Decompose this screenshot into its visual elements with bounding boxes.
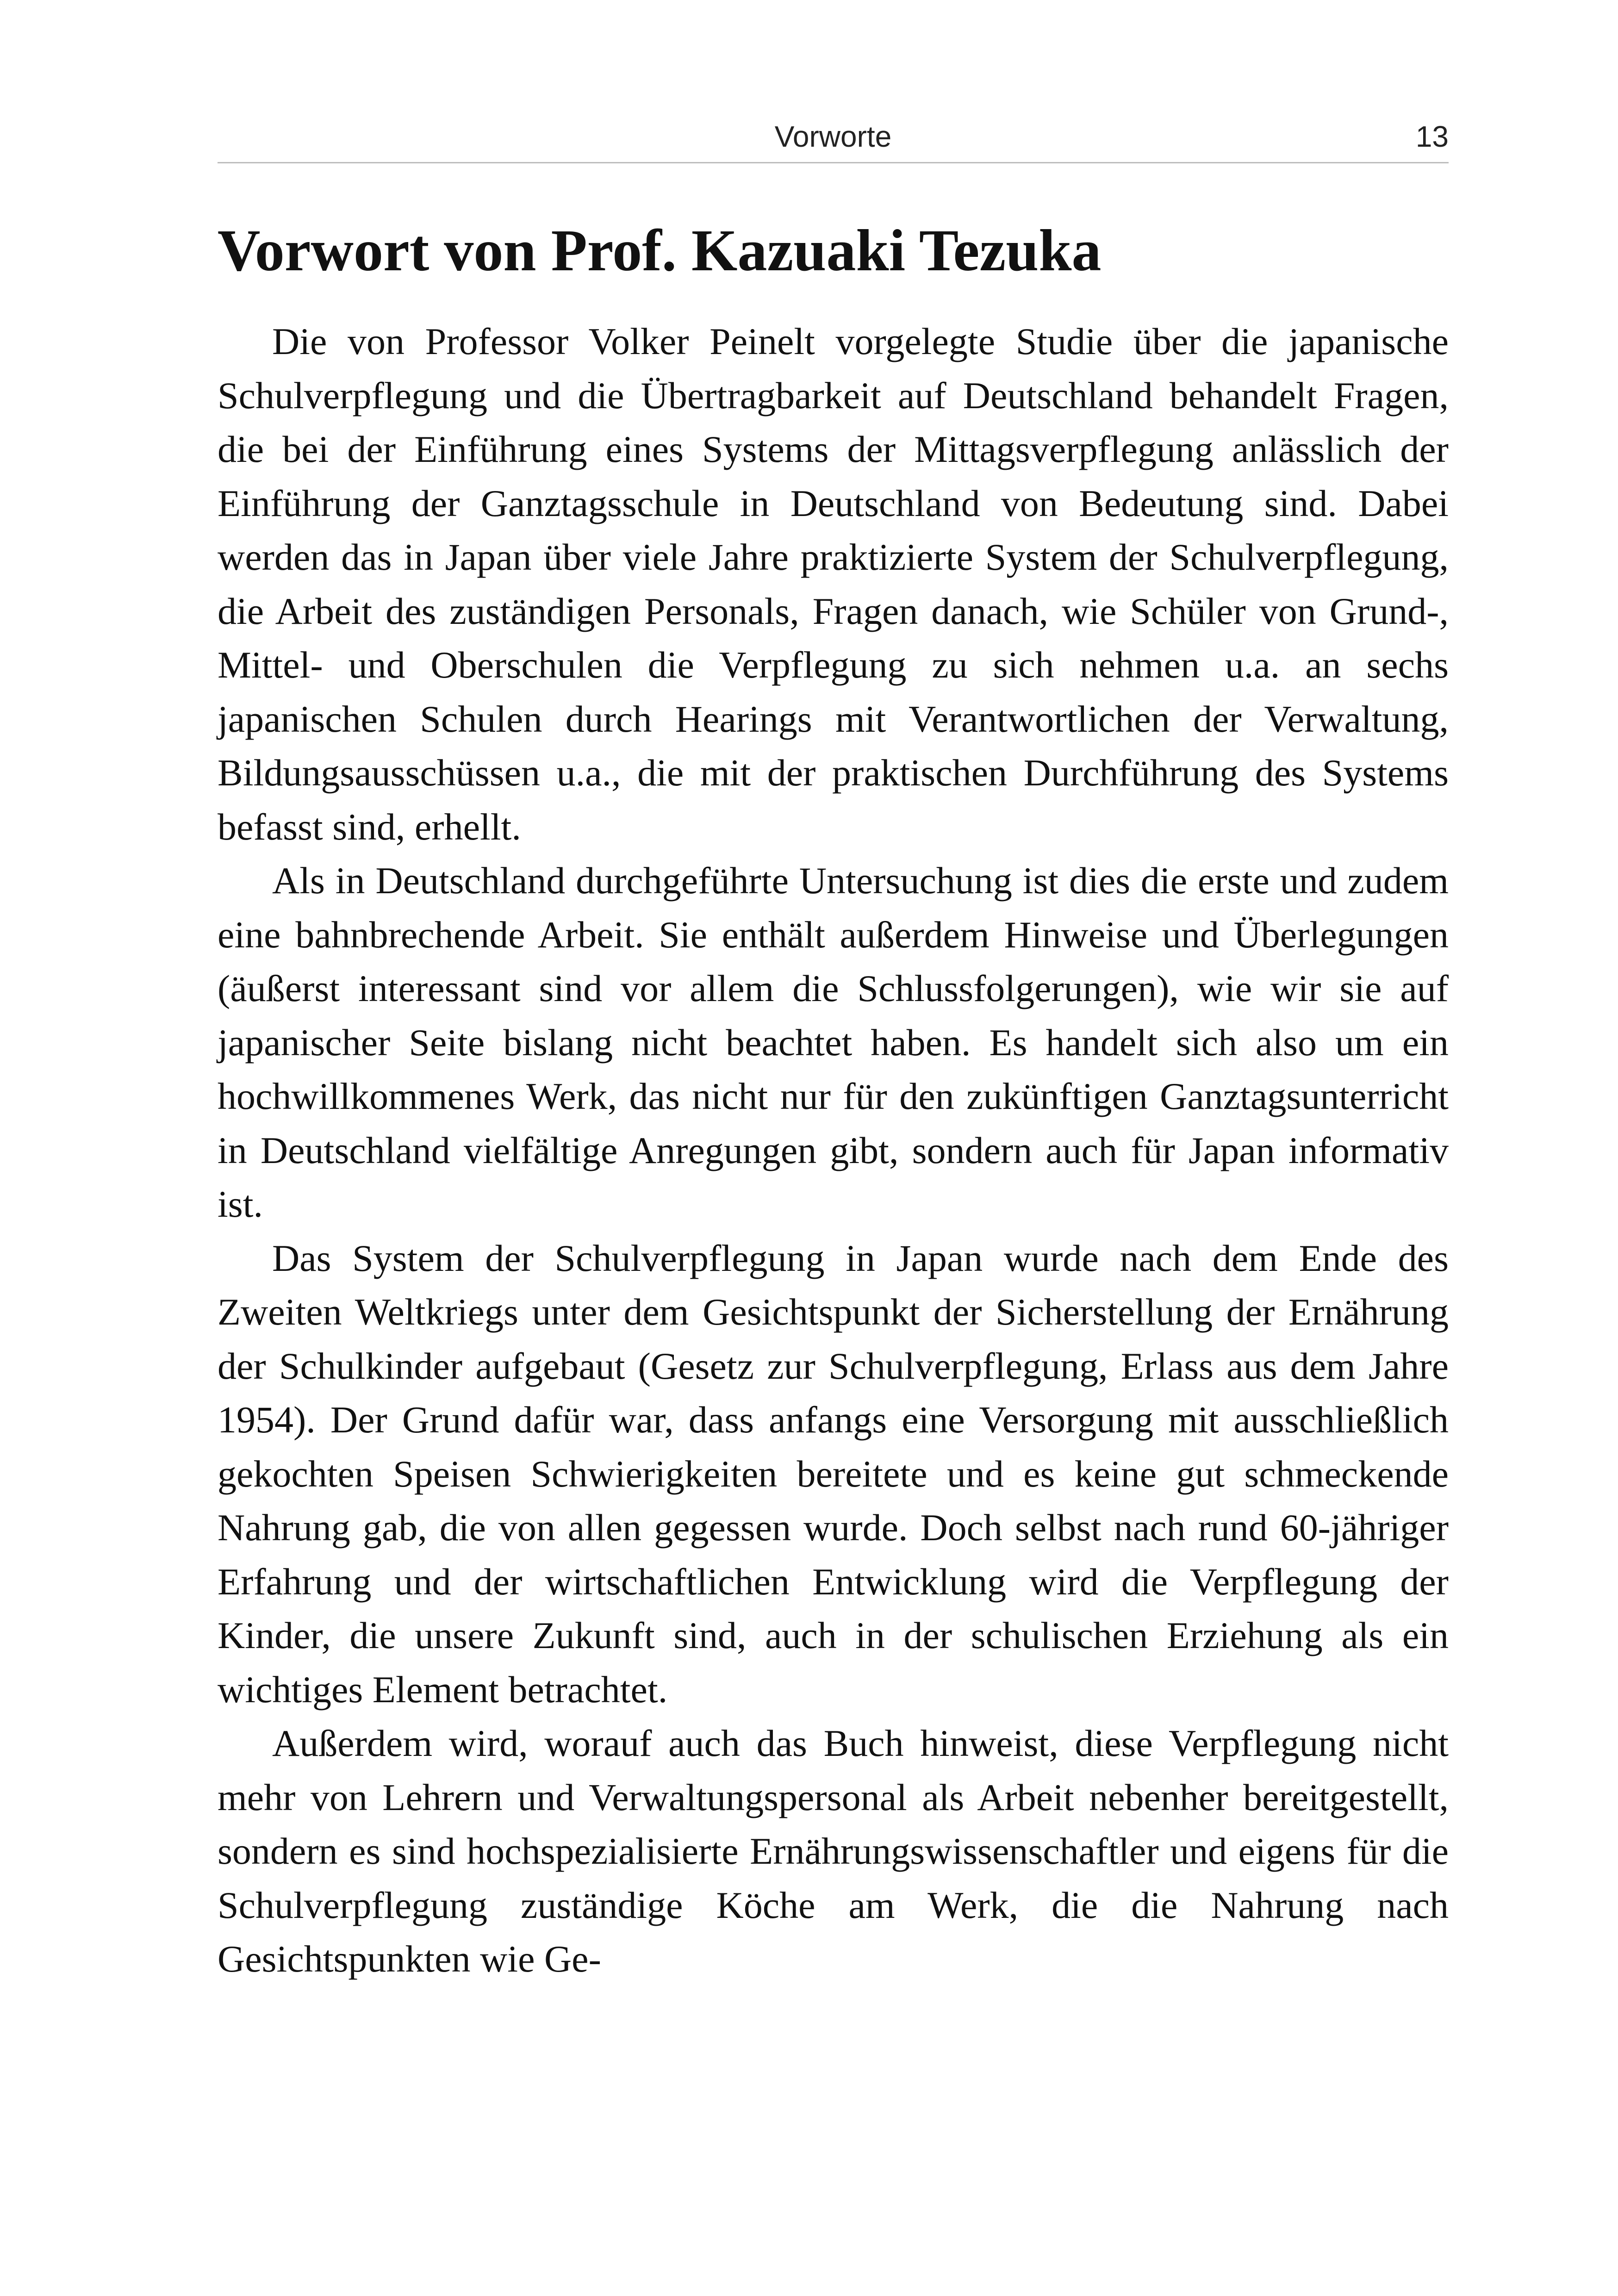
running-title: Vorworte [774, 120, 892, 153]
body-text [218, 315, 1449, 1986]
page-number: 13 [1415, 120, 1449, 153]
paragraph: Die von Professor Volker Peinelt vorgelegte Studie über die japanische Schulverpflegung und die Übertragbarkeit auf Deutschland behandelt Fragen, die bei der Einführung eines Systems der Mittagsverpflegung anlässlich der Einführung der Ganztagsschule in Deutschland von Bedeutung sind. Dabei werden das in Japan über viele Jahre praktizierte System der Schulverpflegung, die Arbeit des zuständigen Personals, Fragen danach, wie Schüler von Grund-, Mittel- und Oberschulen die Verpflegung zu sich nehmen u.a. an sechs japanischen Schulen durch Hearings mit Verantwortlichen der Verwaltung, Bildungsausschüssen u.a., die mit der praktischen Durchführung des Systems befasst sind, erhellt. [218, 320, 1449, 848]
chapter-title: Vorwort von Prof. Kazuaki Tezuka [218, 218, 1101, 283]
paragraph: Das System der Schulverpflegung in Japan wurde nach dem Ende des Zweiten Weltkriegs unter dem Gesichtspunkt der Sicherstellung der Ernährung der Schulkinder aufgebaut (Gesetz zur Schulverpflegung, Erlass aus dem Jahre 1954). Der Grund dafür war, dass anfangs eine Versorgung mit ausschließlich gekochten Speisen Schwierigkeiten bereitete und es keine gut schmeckende Nahrung gab, die von allen gegessen wurde. Doch selbst nach rund 60-jähriger Erfahrung und der wirtschaftlichen Entwicklung wird die Verpflegung der Kinder, die unsere Zukunft sind, auch in der schulischen Erziehung als ein wichtiges Element betrachtet. [218, 1237, 1449, 1711]
running-header [218, 116, 1449, 163]
paragraph: Außerdem wird, worauf auch das Buch hinweist, diese Verpflegung nicht mehr von Lehrern und Verwaltungspersonal als Arbeit nebenher bereitgestellt, sondern es sind hochspezialisierte Ernährungswissenschaftler und eigens für die Schulverpflegung zuständige Köche am Werk, die die Nahrung nach Gesichtspunkten wie Ge- [218, 1722, 1449, 1980]
paragraph: Als in Deutschland durchgeführte Untersuchung ist dies die erste und zudem eine bahnbrechende Arbeit. Sie enthält außerdem Hinweise und Überlegungen (äußerst interessant sind vor allem die Schlussfolgerungen), wie wir sie auf japanischer Seite bislang nicht beachtet haben. Es handelt sich also um ein hochwillkommenes Werk, das nicht nur für den zukünftigen Ganztagsunterricht in Deutschland vielfältige Anregungen gibt, sondern auch für Japan informativ ist. [218, 859, 1449, 1225]
